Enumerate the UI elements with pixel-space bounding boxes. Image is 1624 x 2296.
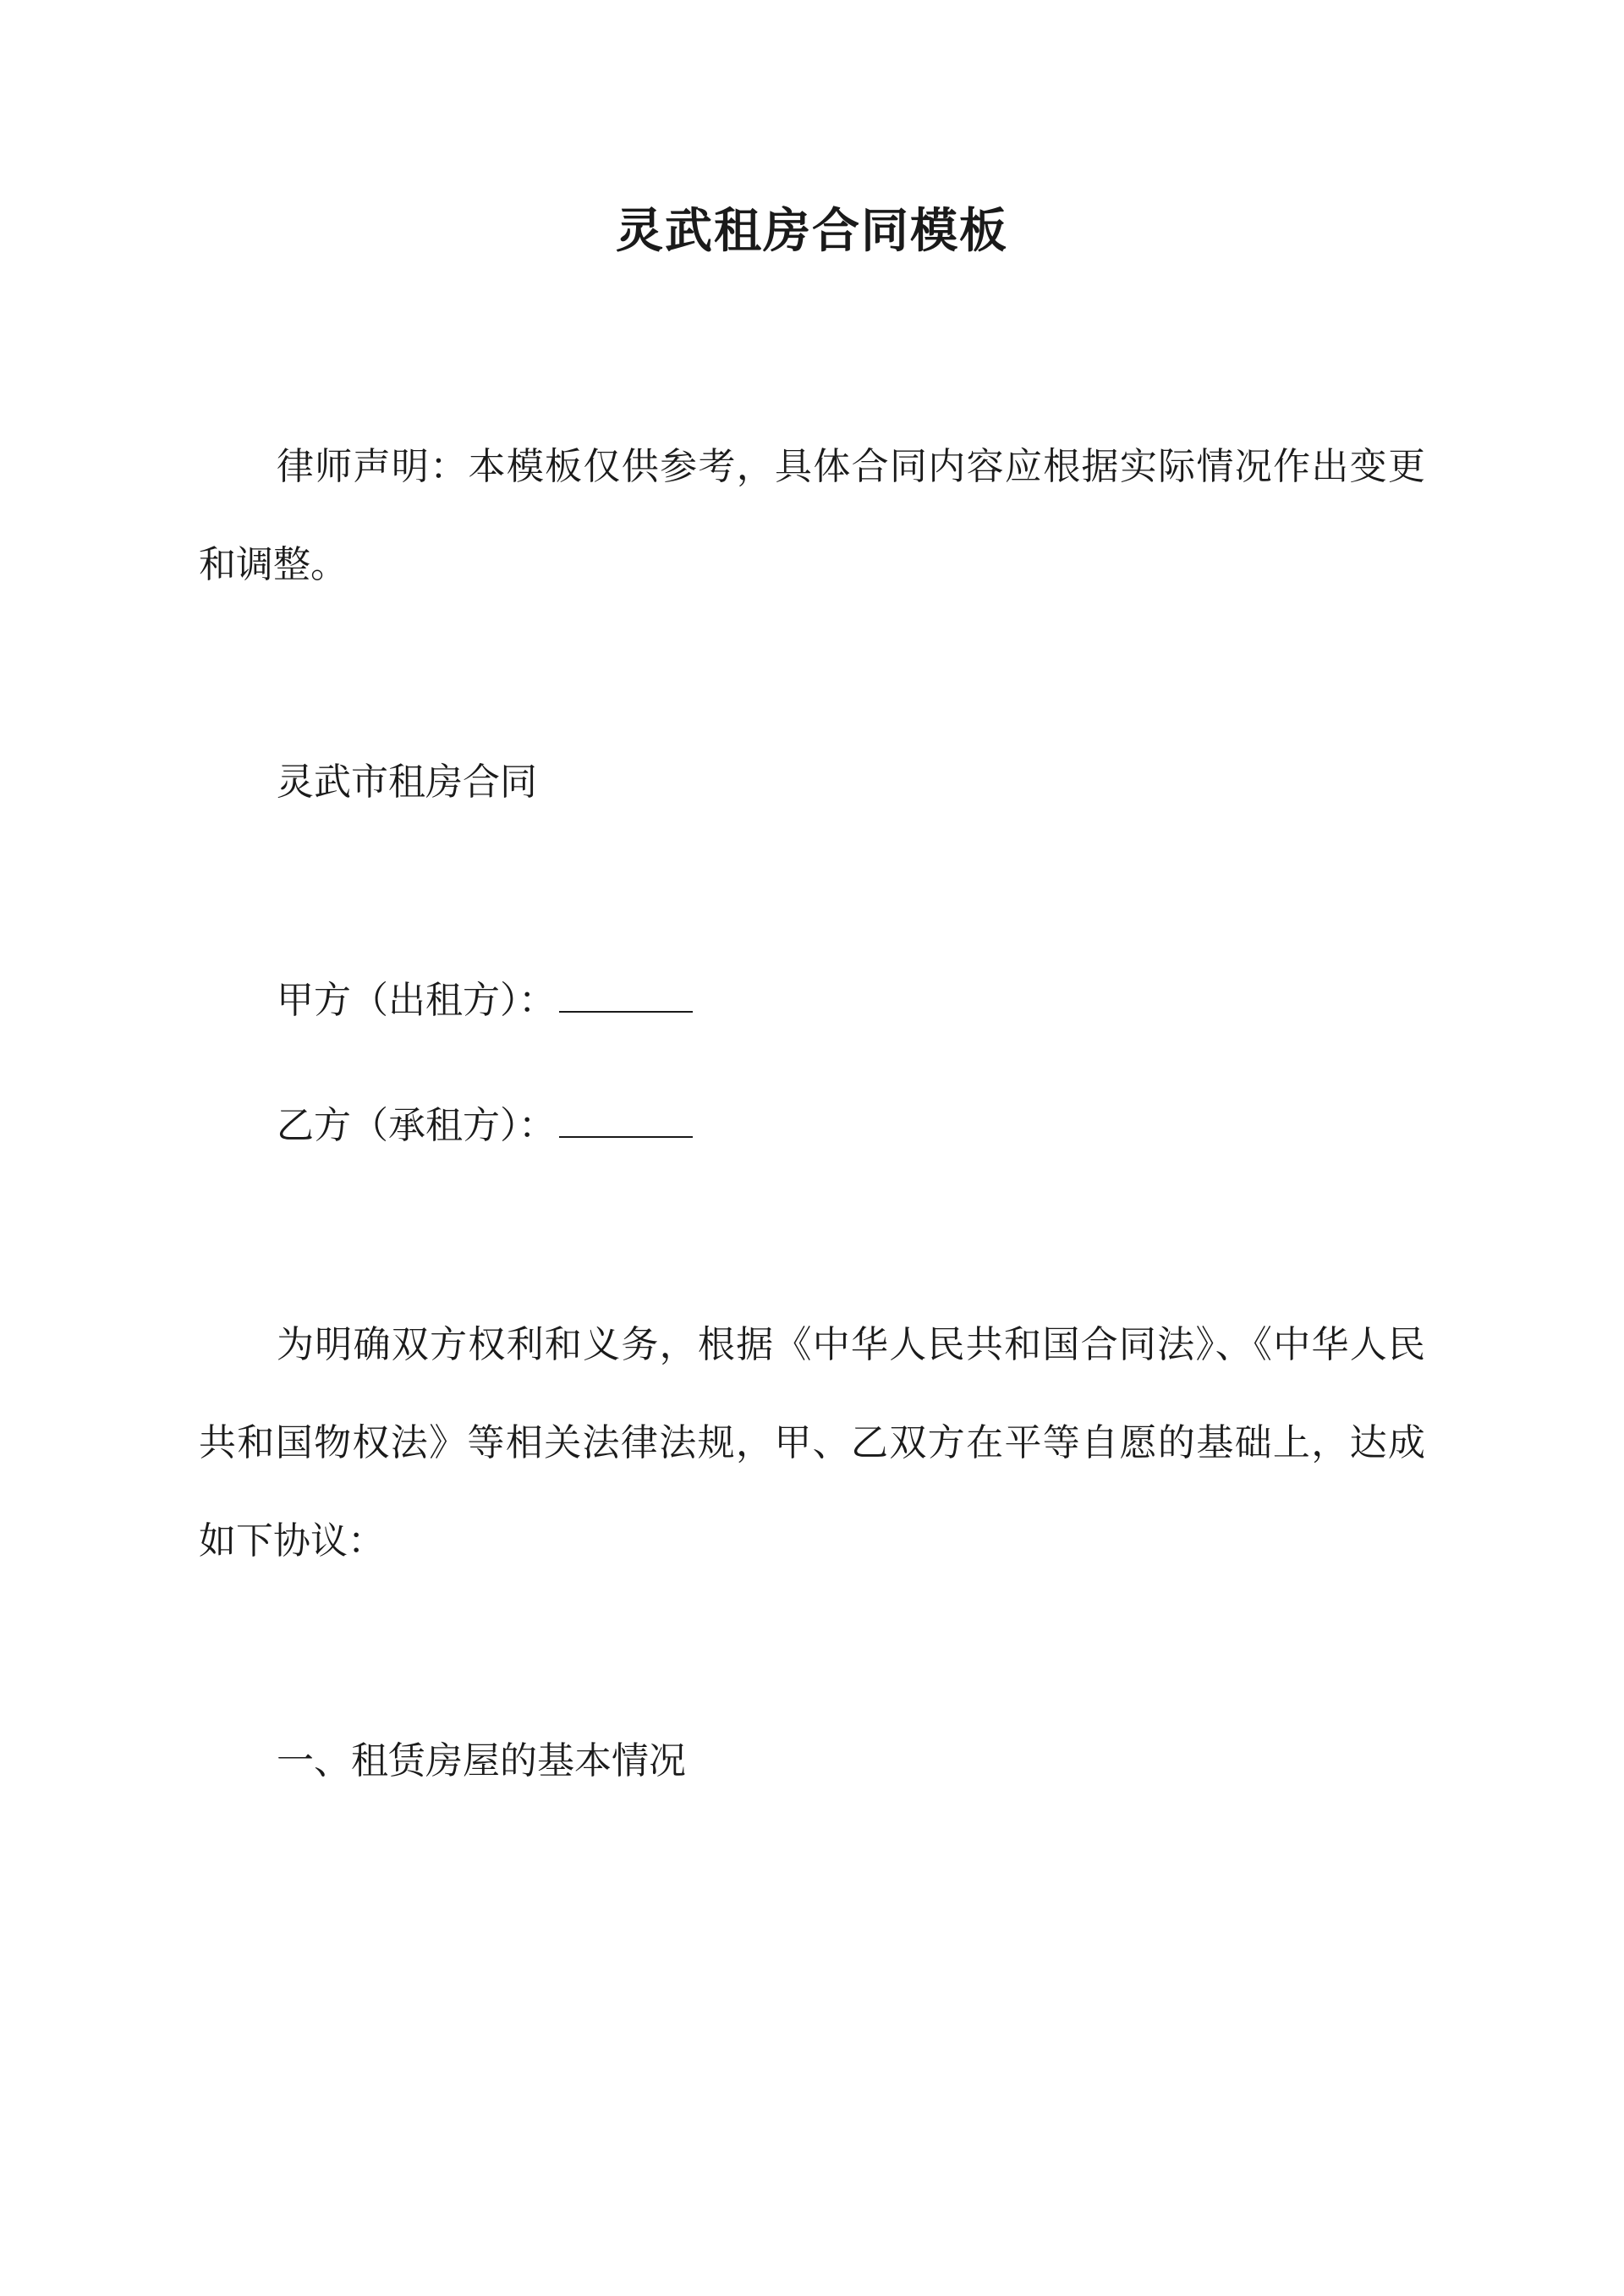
party-a-blank	[559, 977, 693, 1013]
document-title: 灵武租房合同模板	[616, 203, 1008, 259]
lawyer-disclaimer: 律师声明：本模板仅供参考，具体合同内容应根据实际情况作出变更和调整。	[199, 445, 1425, 586]
party-a-line	[277, 975, 693, 1026]
contract-preamble: 为明确双方权利和义务，根据《中华人民共和国合同法》、《中华人民共和国物权法》等相关法律法规，甲、乙双方在平等自愿的基础上，达成如下协议：	[199, 1323, 1425, 1563]
party-b-label: 乙方（承租方）：	[277, 1104, 556, 1147]
section-1-heading: 一、租赁房屋的基本情况	[277, 1739, 686, 1782]
party-b-line	[277, 1101, 693, 1151]
party-a-label: 甲方（出租方）：	[277, 979, 556, 1022]
contract-name: 灵武市租房合同	[277, 761, 537, 804]
party-b-blank	[559, 1102, 693, 1138]
